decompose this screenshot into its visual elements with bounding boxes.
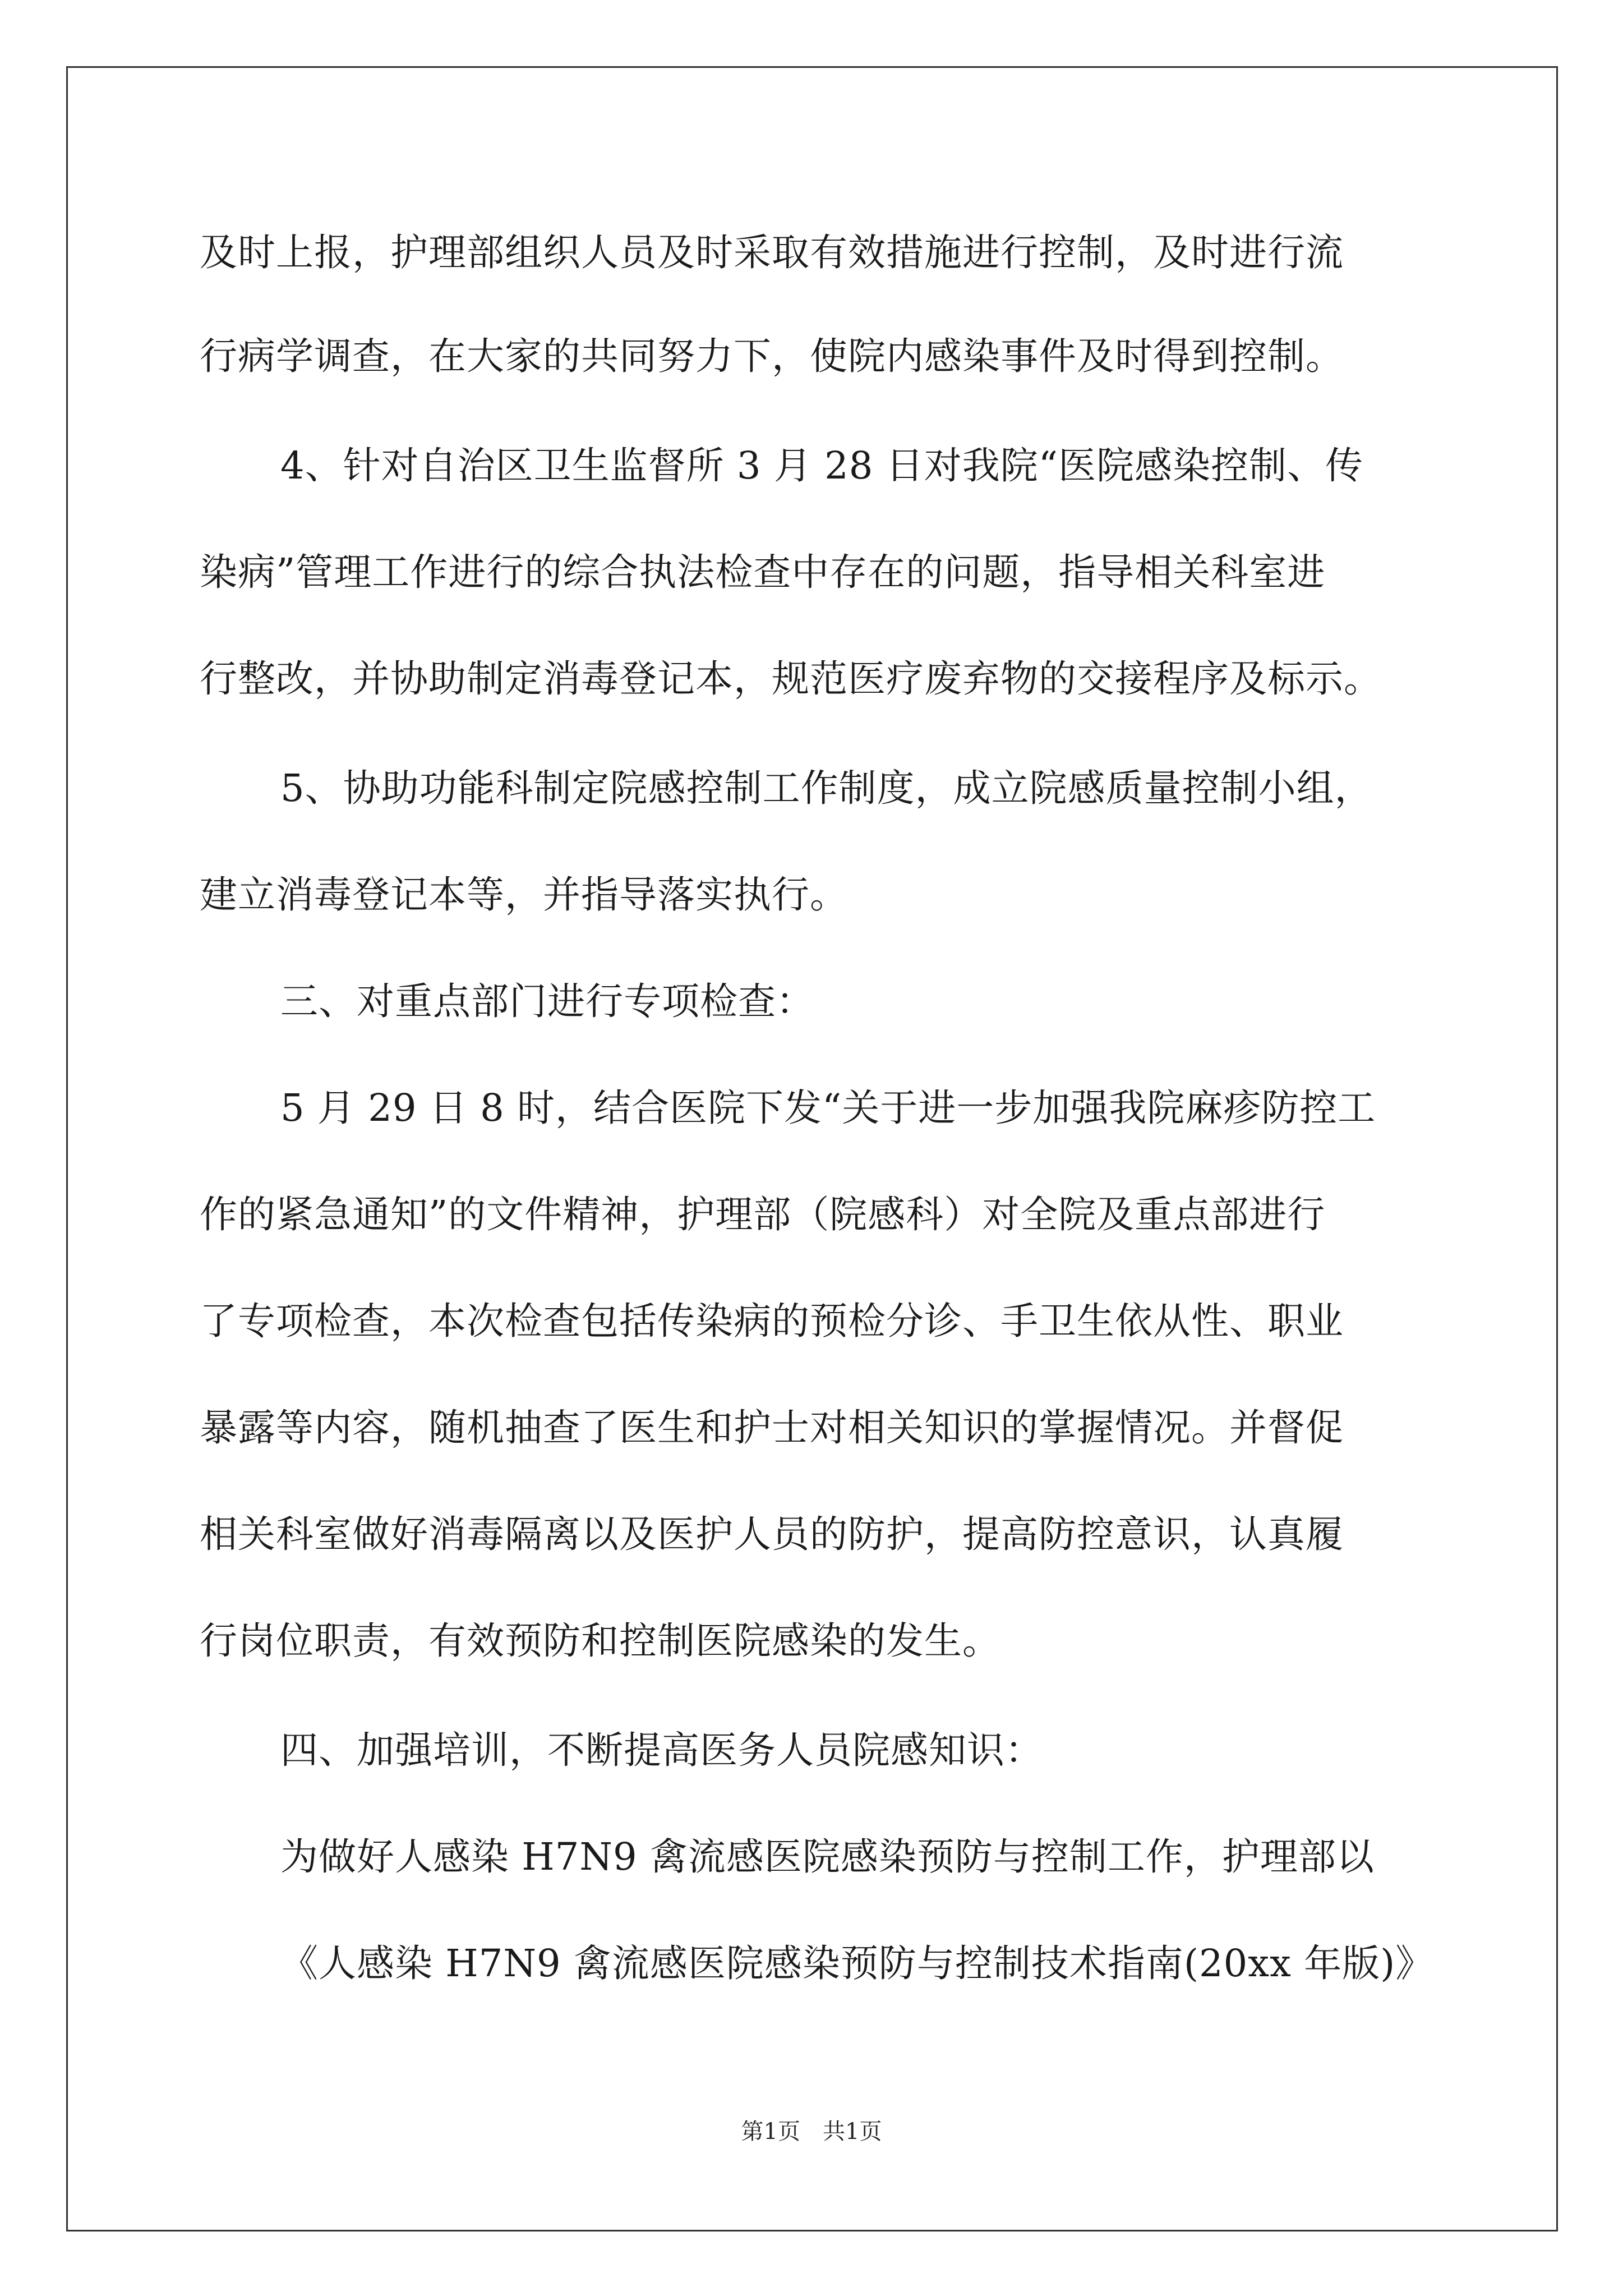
paragraph-line: 5 月 29 日 8 时，结合医院下发“关于进一步加强我院麻疹防控工: [280, 1086, 1376, 1130]
paragraph-line: 染病”管理工作进行的综合执法检查中存在的问题，指导相关科室进: [200, 550, 1326, 594]
paragraph-line: 《人感染 H7N9 禽流感医院感染预防与控制技术指南(20xx 年版)》: [280, 1941, 1434, 1985]
paragraph-line: 及时上报，护理部组织人员及时采取有效措施进行控制，及时进行流: [200, 231, 1344, 274]
section-heading: 三、对重点部门进行专项检查：: [280, 979, 814, 1023]
paragraph-line: 5、协助功能科制定院感控制工作制度，成立院感质量控制小组，: [280, 766, 1373, 810]
paragraph-line: 建立消毒登记本等，并指导落实执行。: [200, 873, 848, 917]
paragraph-line: 为做好人感染 H7N9 禽流感医院感染预防与控制工作，护理部以: [280, 1835, 1375, 1879]
paragraph-line: 行病学调查，在大家的共同努力下，使院内感染事件及时得到控制。: [200, 334, 1344, 378]
paragraph-line: 4、针对自治区卫生监督所 3 月 28 日对我院“医院感染控制、传: [280, 444, 1363, 487]
paragraph-line: 暴露等内容，随机抽查了医生和护士对相关知识的掌握情况。并督促: [200, 1406, 1344, 1450]
paragraph-line: 行岗位职责，有效预防和控制医院感染的发生。: [200, 1619, 1000, 1663]
page-border: [66, 66, 1558, 2231]
paragraph-line: 了专项检查，本次检查包括传染病的预检分诊、手卫生依从性、职业: [200, 1299, 1344, 1343]
page-footer: 第1页 共1页: [741, 2119, 882, 2145]
paragraph-line: 行整改，并协助制定消毒登记本，规范医疗废弃物的交接程序及标示。: [200, 657, 1382, 701]
section-heading: 四、加强培训，不断提高医务人员院感知识：: [280, 1728, 1043, 1772]
paragraph-line: 相关科室做好消毒隔离以及医护人员的防护，提高防控意识，认真履: [200, 1512, 1344, 1556]
paragraph-line: 作的紧急通知”的文件精神，护理部（院感科）对全院及重点部进行: [200, 1193, 1326, 1236]
